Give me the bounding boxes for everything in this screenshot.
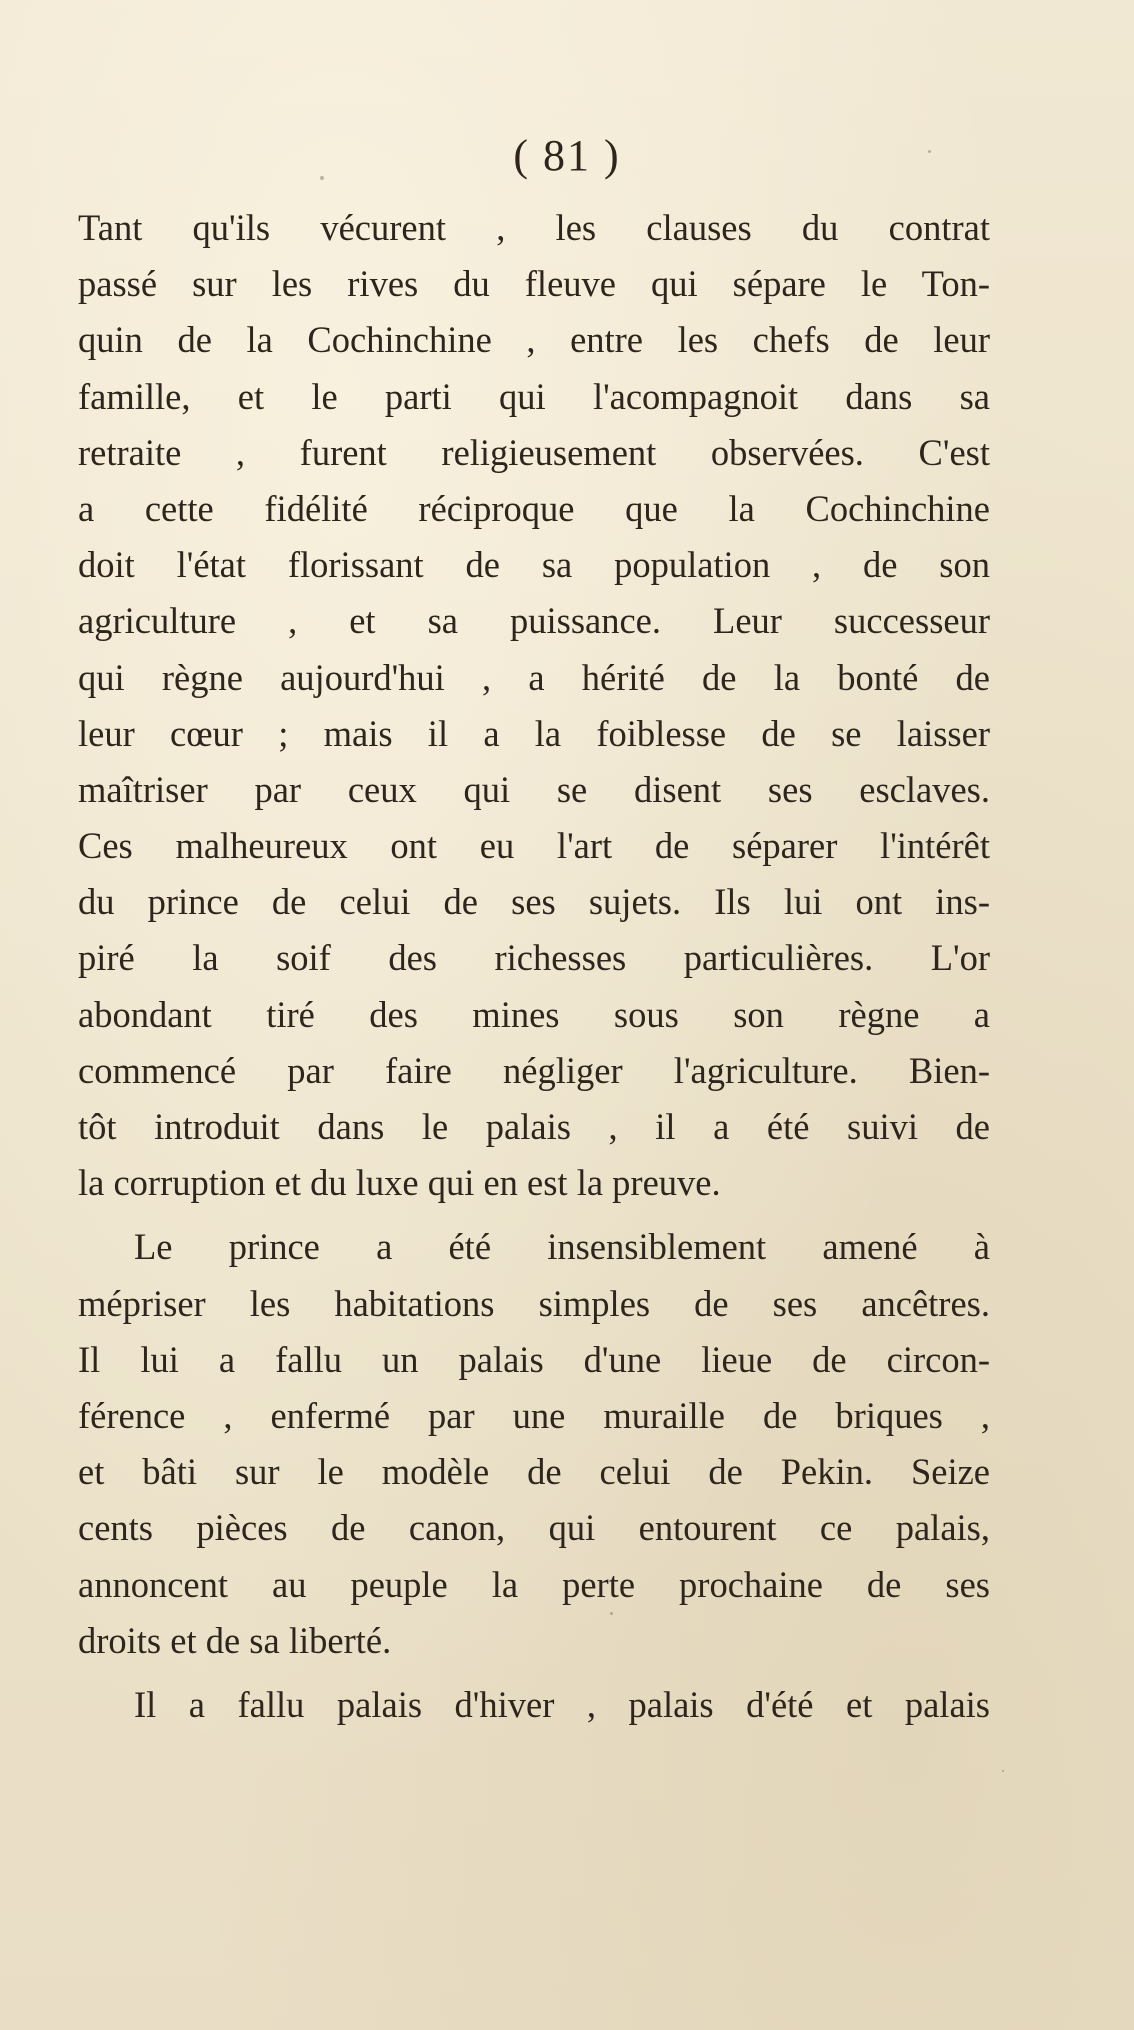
text-line: maîtriser par ceux qui se disent ses esclaves. bbox=[78, 768, 990, 810]
text-line: Il a fallu palais d'hiver , palais d'été et palais bbox=[134, 1683, 990, 1725]
text-line: a cette fidélité réciproque que la Cochinchine bbox=[78, 487, 990, 529]
text-line: passé sur les rives du fleuve qui sépare le Ton- bbox=[78, 263, 990, 305]
text-line: Tant qu'ils vécurent , les clauses du contrat bbox=[78, 207, 990, 248]
text-line: leur cœur ; mais il a la foiblesse de se laisser bbox=[78, 712, 990, 754]
text-line: piré la soif des richesses particulières. L'or bbox=[78, 937, 990, 979]
page-number: ( 81 ) bbox=[513, 131, 621, 180]
text-line: férence , enfermé par une muraille de briques , bbox=[78, 1394, 990, 1436]
text-line: famille, et le parti qui l'acompagnoit dans sa bbox=[78, 375, 990, 417]
paper-speck bbox=[320, 176, 324, 180]
body-text bbox=[78, 200, 990, 1733]
text-line: Il lui a fallu un palais d'une lieue de circon- bbox=[78, 1338, 990, 1380]
text-line: la corruption et du luxe qui en est la preuve. bbox=[78, 1162, 721, 1204]
text-line: cents pièces de canon, qui entourent ce palais, bbox=[78, 1507, 990, 1549]
text-line: doit l'état florissant de sa population , de son bbox=[78, 544, 990, 586]
paper-speck bbox=[928, 150, 931, 153]
text-line: Le prince a été insensiblement amené à bbox=[134, 1226, 990, 1268]
text-line: abondant tiré des mines sous son règne a bbox=[78, 993, 990, 1035]
text-line: Ces malheureux ont eu l'art de séparer l'intérêt bbox=[78, 825, 990, 867]
text-line: qui règne aujourd'hui , a hérité de la bonté de bbox=[78, 656, 990, 698]
paragraph-gap bbox=[78, 1669, 990, 1677]
paper-speck bbox=[1002, 1770, 1004, 1772]
text-line: annoncent au peuple la perte prochaine de ses bbox=[78, 1563, 990, 1605]
text-line: tôt introduit dans le palais , il a été suivi de bbox=[78, 1106, 990, 1147]
text-line: mépriser les habitations simples de ses ancêtres. bbox=[78, 1282, 990, 1324]
text-line: droits et de sa liberté. bbox=[78, 1619, 392, 1661]
text-line: commencé par faire négliger l'agriculture. Bien- bbox=[78, 1049, 990, 1091]
text-line: agriculture , et sa puissance. Leur successeur bbox=[78, 600, 990, 642]
paragraph-gap bbox=[78, 1211, 990, 1219]
text-line: et bâti sur le modèle de celui de Pekin. Seize bbox=[78, 1451, 990, 1493]
paper-speck bbox=[610, 1612, 613, 1615]
text-line: retraite , furent religieusement observées. C'est bbox=[78, 431, 990, 473]
text-line: quin de la Cochinchine , entre les chefs de leur bbox=[78, 319, 990, 361]
text-line: du prince de celui de ses sujets. Ils lui ont ins- bbox=[78, 881, 990, 923]
